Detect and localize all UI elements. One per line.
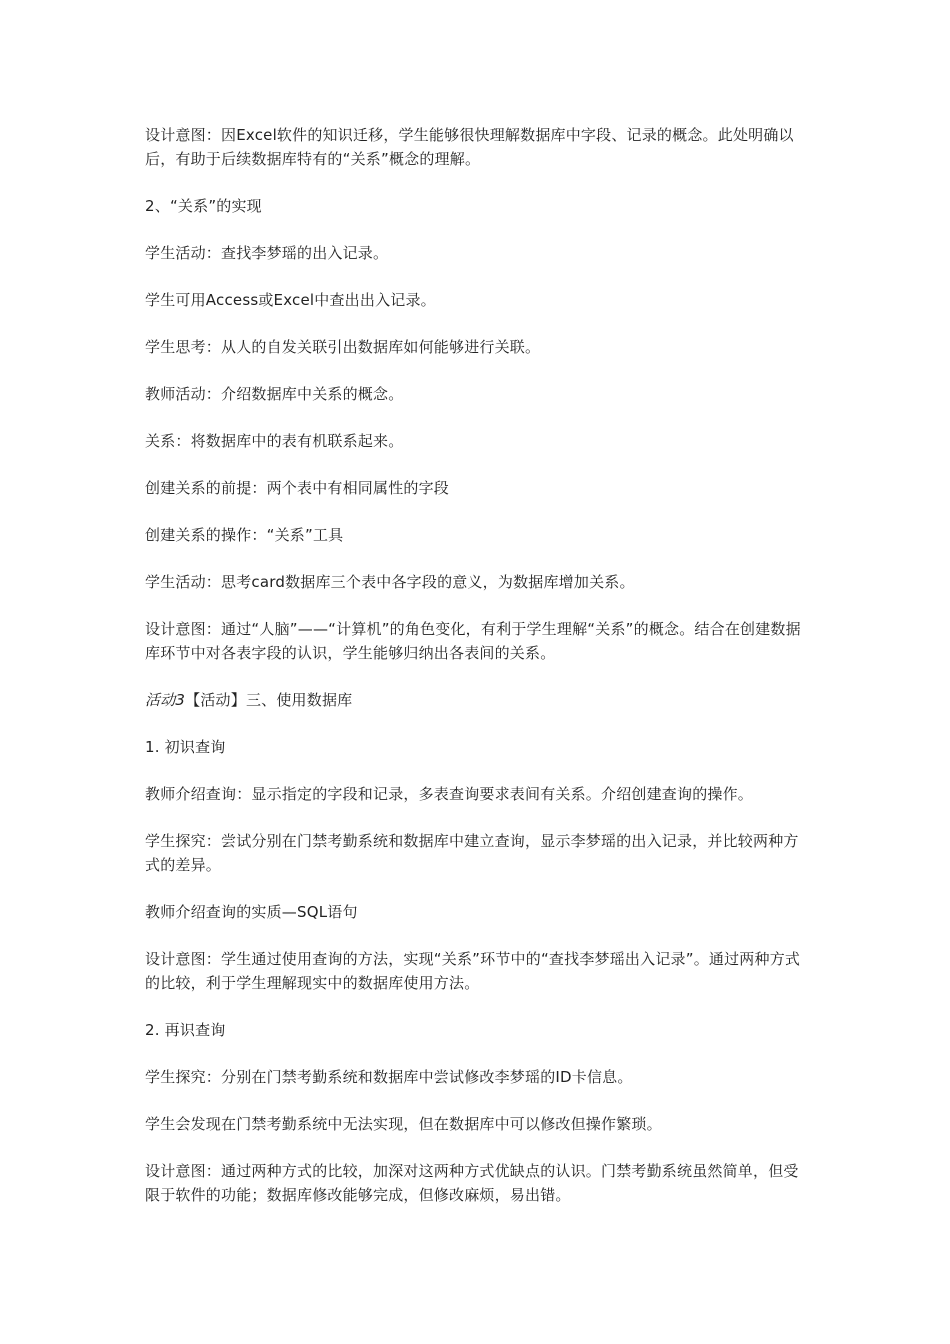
paragraph-teacher-query-intro: 教师介绍查询：显示指定的字段和记录，多表查询要求表间有关系。介绍创建查询的操作。: [145, 785, 754, 803]
paragraph-design-intent-compare: 设计意图：通过两种方式的比较，加深对这两种方式优缺点的认识。门禁考勤系统虽然简单，但受限于软件的功能；数据库修改能够完成，但修改麻烦，易出错。: [145, 1162, 799, 1204]
activity-heading: [145, 688, 810, 712]
section-heading-first-query: 1. 初识查询: [145, 738, 226, 756]
paragraph-design-intent-excel: 设计意图：因Excel软件的知识迁移，学生能够很快理解数据库中字段、记录的概念。此处明确以后，有助于后续数据库特有的“关系”概念的理解。: [145, 126, 794, 168]
paragraph-teacher-sql: 教师介绍查询的实质—SQL语句: [145, 903, 358, 921]
paragraph-student-access-excel: 学生可用Access或Excel中查出出入记录。: [145, 291, 436, 309]
section-heading-second-query: 2. 再识查询: [145, 1021, 226, 1039]
paragraph-relationship-operation: 创建关系的操作：“关系”工具: [145, 526, 344, 544]
paragraph-student-discovery: 学生会发现在门禁考勤系统中无法实现，但在数据库中可以修改但操作繁琐。: [145, 1115, 662, 1133]
paragraph-design-intent-query: 设计意图：学生通过使用查询的方法，实现“关系”环节中的“查找李梦瑶出入记录”。通过两种方式的比较，利于学生理解现实中的数据库使用方法。: [145, 950, 801, 992]
paragraph-student-explore-query: 学生探究：尝试分别在门禁考勤系统和数据库中建立查询，显示李梦瑶的出入记录，并比较两种方式的差异。: [145, 832, 799, 874]
document-body: [145, 123, 810, 1230]
paragraph-relationship-definition: 关系：将数据库中的表有机联系起来。: [145, 432, 404, 450]
activity-number: 活动3: [145, 691, 186, 709]
paragraph-student-thinking: 学生思考：从人的自发关联引出数据库如何能够进行关联。: [145, 338, 541, 356]
paragraph-design-intent-brain: 设计意图：通过“人脑”——“计算机”的角色变化，有利于学生理解“关系”的概念。结合在创建数据库环节中对各表字段的认识，学生能够归纳出各表间的关系。: [145, 620, 801, 662]
paragraph-student-activity-find: 学生活动：查找李梦瑶的出入记录。: [145, 244, 389, 262]
paragraph-relationship-prerequisite: 创建关系的前提：两个表中有相同属性的字段: [145, 479, 450, 497]
paragraph-teacher-activity: 教师活动：介绍数据库中关系的概念。: [145, 385, 404, 403]
activity-title: 【活动】三、使用数据库: [185, 691, 353, 709]
paragraph-student-explore-modify: 学生探究：分别在门禁考勤系统和数据库中尝试修改李梦瑶的ID卡信息。: [145, 1068, 633, 1086]
paragraph-student-activity-card: 学生活动：思考card数据库三个表中各字段的意义，为数据库增加关系。: [145, 573, 635, 591]
section-heading-relationship: 2、“关系”的实现: [145, 197, 262, 215]
